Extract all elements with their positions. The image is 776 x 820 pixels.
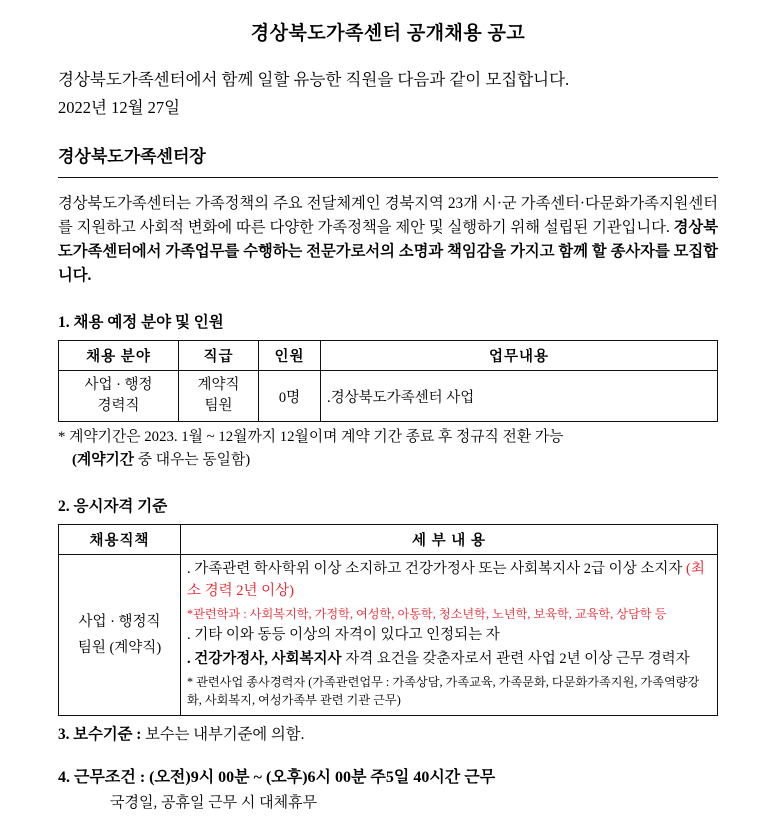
th-field: 채용 분야 [59,341,179,371]
cell-field [59,371,179,422]
detail-item-1 [187,559,711,603]
detail-item-5: * 관련사업 종사경력자 (가족관련업무 : 가족상담, 가족교육, 가족문화, 다문화가족지원, 가족역량강화, 사회복지, 여성가족부 관련 기관 근무) [187,674,700,707]
table-header-row [59,341,718,371]
recruitment-table [58,340,718,422]
th-duty: 업무내용 [321,341,718,371]
announcement-date: 2022년 12월 27일 [58,98,181,118]
intro-paragraph [58,192,718,289]
cell-field-line2: 경력직 [97,398,140,415]
note-rest: 중 대우는 동일함) [134,452,251,469]
organization-name: 경상북도가족센터장 [58,146,206,166]
divider [58,177,718,178]
detail-item-3: . 기타 이와 동등 이상의 자격이 있다고 인정되는 자 [187,627,500,644]
cell-field-line1: 사업 · 행정 [84,377,153,394]
note-bold: (계약기간 [72,452,135,469]
detail-1-highlight: (최소 경력 2년 이상) [187,561,705,600]
lead-paragraph: 경상북도가족센터에서 함께 일할 유능한 직원을 다음과 같이 모집합니다. [58,70,570,89]
detail-4-bold: . 건강가정사, 사회복지사 [187,650,342,667]
table-row [59,371,718,422]
th-count: 인원 [259,341,321,371]
section1-note-line1: * 계약기간은 2023. 1월 ~ 12월까지 12월이며 계약 기간 종료 후 정규직 전환 가능 [58,429,564,446]
detail-1-text: . 가족관련 학사학위 이상 소지하고 건강가정사 또는 사회복지사 2급 이상 소지자 [187,561,686,578]
cell-rank [179,371,259,422]
th-details: 세 부 내 용 [181,525,718,555]
cell-details [181,555,718,716]
section2-heading: 2. 응시자격 기준 [58,498,168,516]
intro-text-part1: 경상북도가족센터는 가족정책의 주요 전달체계인 경북지역 23개 시·군 가족센터·다문화가족지원센터를 지원하고 사회적 변화에 따른 다양한 가족정책을 제안 및 실행하기 위해 설립된 기관입니다. [58,194,718,236]
section3 [58,722,718,744]
section1-note-line2 [58,449,718,472]
page-title: 경상북도가족센터 공개채용 공고 [250,23,526,44]
cell-rank-line2: 팀원 [204,398,233,415]
detail-item-2: *관련학과 : 사회복지학, 가정학, 여성학, 아동학, 청소년학, 노년학, 보육학, 교육학, 상담학 등 [187,606,667,621]
table-row [59,555,718,716]
th-rank: 직급 [179,341,259,371]
section1-heading: 1. 채용 예정 분야 및 인원 [58,314,224,332]
section1-note [58,426,718,472]
detail-4-rest: 자격 요건을 갖춘자로서 관련 사업 2년 이상 근무 경력자 [341,650,690,667]
cell-job-line1: 사업 · 행정직 [78,614,161,631]
cell-count: 0명 [259,371,321,422]
intro-text-part2: 경상북도가족센터에서 가족업무를 수행하는 전문가로서의 소명과 책임감을 가지고 함께 할 종사자를 모집합니다. [58,218,718,285]
qualification-table [58,524,718,716]
section3-text: 보수는 내부기준에 의함. [145,726,305,744]
cell-duty: .경상북도가족센터 사업 [321,371,718,422]
table-header-row [59,525,718,555]
detail-item-4 [187,649,711,671]
cell-job-position [59,555,181,716]
th-job-position: 채용직책 [59,525,181,555]
section3-label: 3. 보수기준 : [58,726,146,744]
section4-sub: 국경일, 공휴일 근무 시 대체휴무 [110,795,318,812]
cell-rank-line1: 계약직 [197,377,240,394]
section4-heading: 4. 근무조건 : (오전)9시 00분 ~ (오후)6시 00분 주5일 40시간 근무 [58,769,496,787]
cell-job-line2: 팀원 (계약직) [77,640,162,657]
